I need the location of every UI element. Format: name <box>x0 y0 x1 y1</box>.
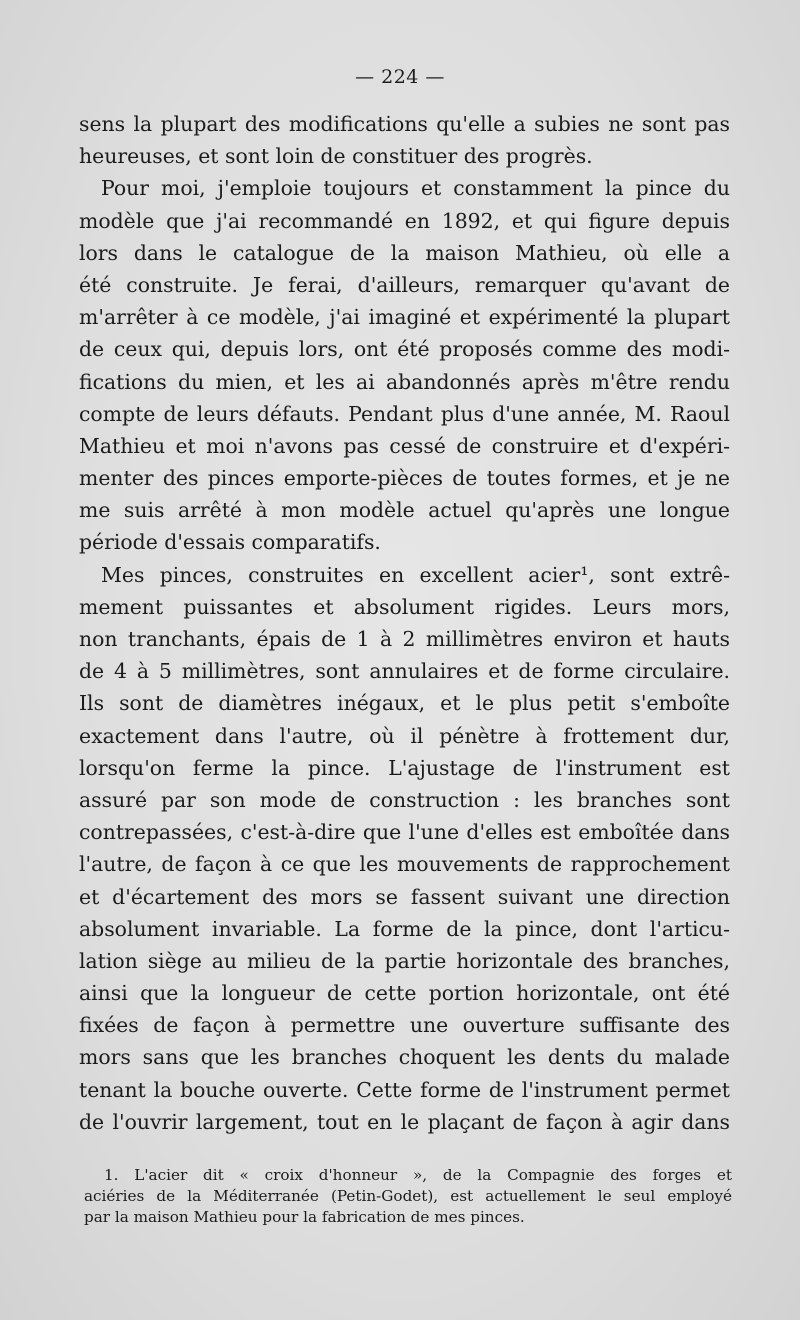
footnote-line: 1. L'acier dit « croix d'honneur », de la Compagnie des forges et <box>104 1166 732 1184</box>
text-line: heureuses, et sont loin de constituer des progrès. <box>79 144 593 169</box>
text-line: non tranchants, épais de 1 à 2 millimètres environ et hauts <box>79 627 730 651</box>
text-line: exactement dans l'autre, où il pénètre à frottement dur, <box>79 723 730 748</box>
text-line: de ceux qui, depuis lors, ont été proposés comme des modi- <box>79 337 730 362</box>
text-line: été construite. Je ferai, d'ailleurs, remarquer qu'avant de <box>79 272 730 297</box>
text-line: fixées de façon à permettre une ouverture suffisante des <box>79 1013 730 1038</box>
text-line: sens la plupart des modifications qu'elle a subies ne sont pas <box>79 112 730 136</box>
footnote <box>84 1165 732 1228</box>
text-line: lation siège au milieu de la partie horizontale des branches, <box>79 948 730 973</box>
text-line: absolument invariable. La forme de la pince, dont l'articu- <box>79 916 730 941</box>
text-line: tenant la bouche ouverte. Cette forme de l'instrument permet <box>79 1077 730 1102</box>
text-line: assuré par son mode de construction : les branches sont <box>79 787 730 812</box>
page-number: — 224 — <box>355 66 445 88</box>
text-line: période d'essais comparatifs. <box>79 530 381 555</box>
text-line: ainsi que la longueur de cette portion horizontale, ont été <box>79 981 730 1006</box>
body-text <box>79 108 730 1138</box>
text-line: mement puissantes et absolument rigides. Leurs mors, <box>79 594 730 619</box>
text-line: de 4 à 5 millimètres, sont annulaires et de forme circulaire. <box>79 659 730 684</box>
text-line: fications du mien, et les ai abandonnés après m'être rendu <box>79 369 730 394</box>
text-line: mors sans que les branches choquent les dents du malade <box>79 1045 730 1070</box>
text-line: lors dans le catalogue de la maison Mathieu, où elle a <box>79 240 730 265</box>
text-line: Mes pinces, construites en excellent acier¹, sont extrê- <box>101 562 730 587</box>
text-line: Mathieu et moi n'avons pas cessé de construire et d'expéri- <box>79 433 730 458</box>
text-line: modèle que j'ai recommandé en 1892, et qui figure depuis <box>79 208 730 233</box>
text-line: menter des pinces emporte-pièces de toutes formes, et je ne <box>79 466 730 491</box>
text-line: Pour moi, j'emploie toujours et constamment la pince du <box>101 176 730 201</box>
text-line: compte de leurs défauts. Pendant plus d'une année, M. Raoul <box>79 401 730 426</box>
footnote-line: aciéries de la Méditerranée (Petin-Godet), est actuellement le seul employé <box>84 1187 732 1205</box>
text-line: m'arrêter à ce modèle, j'ai imaginé et expérimenté la plupart <box>79 305 730 330</box>
text-line: l'autre, de façon à ce que les mouvements de rapprochement <box>79 852 730 877</box>
text-line: Ils sont de diamètres inégaux, et le plus petit s'emboîte <box>79 691 730 716</box>
footnote-line: par la maison Mathieu pour la fabrication de mes pinces. <box>84 1208 525 1226</box>
text-line: me suis arrêté à mon modèle actuel qu'après une longue <box>79 498 730 523</box>
text-line: et d'écartement des mors se fassent suivant une direction <box>79 884 730 909</box>
text-line: lorsqu'on ferme la pince. L'ajustage de l'instrument est <box>79 755 730 780</box>
text-line: de l'ouvrir largement, tout en le plaçant de façon à agir dans <box>79 1109 730 1134</box>
text-line: contrepassées, c'est-à-dire que l'une d'elles est emboîtée dans <box>79 820 730 845</box>
